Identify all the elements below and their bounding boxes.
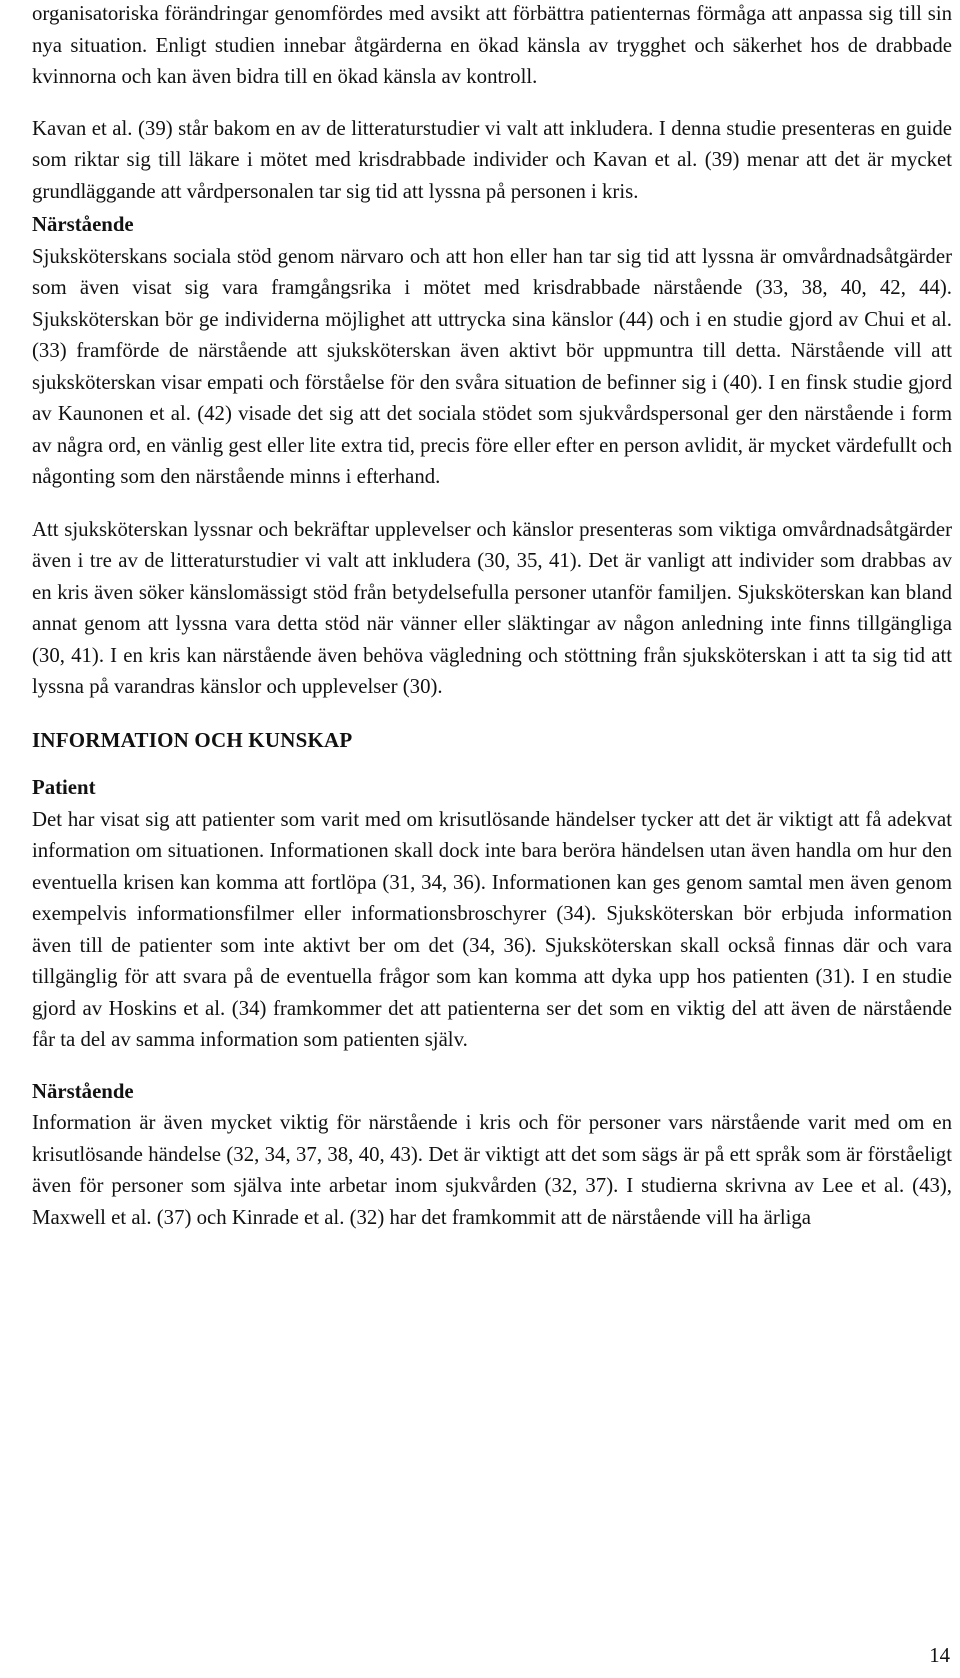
- document-page: [32, 0, 952, 1233]
- paragraph-relatives-information: Information är även mycket viktig för närstående i kris och för personer vars närstående varit med om en krisutlösande händelse (32, 34, 37, 38, 40, 43). Det är viktigt att det som sägs är på ett språk som är förståeligt även för personer som själva inte arbetar inom sjukvården (32, 37). I studierna skrivna av Lee et al. (43), Maxwell et al. (37) och Kinrade et al. (32) har det framkommit att de närstående vill ha ärliga: [32, 1111, 952, 1229]
- paragraph-social-support: Sjuksköterskans sociala stöd genom närvaro och att hon eller han tar sig tid att lyssna är omvårdnadsåtgärder som även visat sig vara framgångsrika i mötet med krisdrabbade närstående (33, 38, 40, 42, 44). Sjuksköterskan bör ge individerna möjlighet att uttrycka sina känslor (44) och i en studie gjord av Chui et al. (33) framförde de närstående att sjuksköterskan även aktivt bör uppmuntra till detta. Närstående vill att sjuksköterskan visar empati och förståelse för den svåra situation de befinner sig i (40). I en finsk studie gjord av Kaunonen et al. (42) visade det sig att det sociala stödet som sjukvårdspersonal ger den närstående i form av några ord, en vänlig gest eller lite extra tid, precis före eller efter en person avlidit, är mycket värdefullt och någonting som den närstående minns i efterhand.: [32, 244, 952, 488]
- page-number: 14: [929, 1644, 950, 1667]
- paragraph-listening: Att sjuksköterskan lyssnar och bekräftar upplevelser och känslor presenteras som viktiga omvårdnadsåtgärder även i tre av de litteraturstudier vi valt att inkludera (30, 35, 41). Det är vanligt att individer som drabbas av en kris även söker känslomässigt stöd från betydelsefulla personer utanför familjen. Sjuksköterskan kan bland annat genom att lyssna vara detta stöd när vänner eller släktingar av någon anledning inte finns tillgängliga (30, 41). I en kris kan närstående även behöva vägledning och stöttning från sjuksköterskan i att ta sig tid att lyssna på varandras känslor och upplevelser (30).: [32, 517, 952, 698]
- paragraph-patient-information: Det har visat sig att patienter som varit med om krisutlösande händelser tycker att det är viktigt att få adekvat information om situationen. Informationen skall dock inte bara beröra händelsen utan även handla om hur den eventuella krisen kan komma att fortlöpa (31, 34, 36). Informationen kan ges genom samtal men även genom exempelvis informationsfilmer eller informationsbroschyrer (34). Sjuksköterskan bör erbjuda information även till de patienter som inte aktivt ber om det (34, 36). Sjuksköterskan skall också finnas där och vara tillgänglig för att svara på de eventuella frågor som kan komma att dyka upp hos patienten (31). I en studie gjord av Hoskins et al. (34) framkommer det att patienterna ser det som en viktig del att även de närstående får ta del av samma information som patienten själv.: [32, 807, 952, 1051]
- paragraph-intro-continuation: organisatoriska förändringar genomfördes med avsikt att förbättra patienternas förmåga att anpassa sig till sin nya situation. Enligt studien innebar åtgärderna en ökad känsla av trygghet och säkerhet hos de drabbade kvinnorna och kan även bidra till en ökad känsla av kontroll.: [32, 2, 952, 88]
- heading-narstaende-1: Närstående: [32, 213, 134, 236]
- section-heading-information: INFORMATION OCH KUNSKAP: [32, 727, 353, 752]
- paragraph-kavan: Kavan et al. (39) står bakom en av de litteraturstudier vi valt att inkludera. I denna studie presenteras en guide som riktar sig till läkare i mötet med krisdrabbade individer och Kavan et al. (39) menar att det är mycket grundläggande att vårdpersonalen tar sig tid att lyssna på personen i kris.: [32, 116, 952, 203]
- paragraph-spacer: [32, 93, 952, 113]
- heading-patient: Patient: [32, 776, 96, 799]
- paragraph-spacer: [32, 493, 952, 515]
- heading-narstaende-2: Närstående: [32, 1079, 134, 1103]
